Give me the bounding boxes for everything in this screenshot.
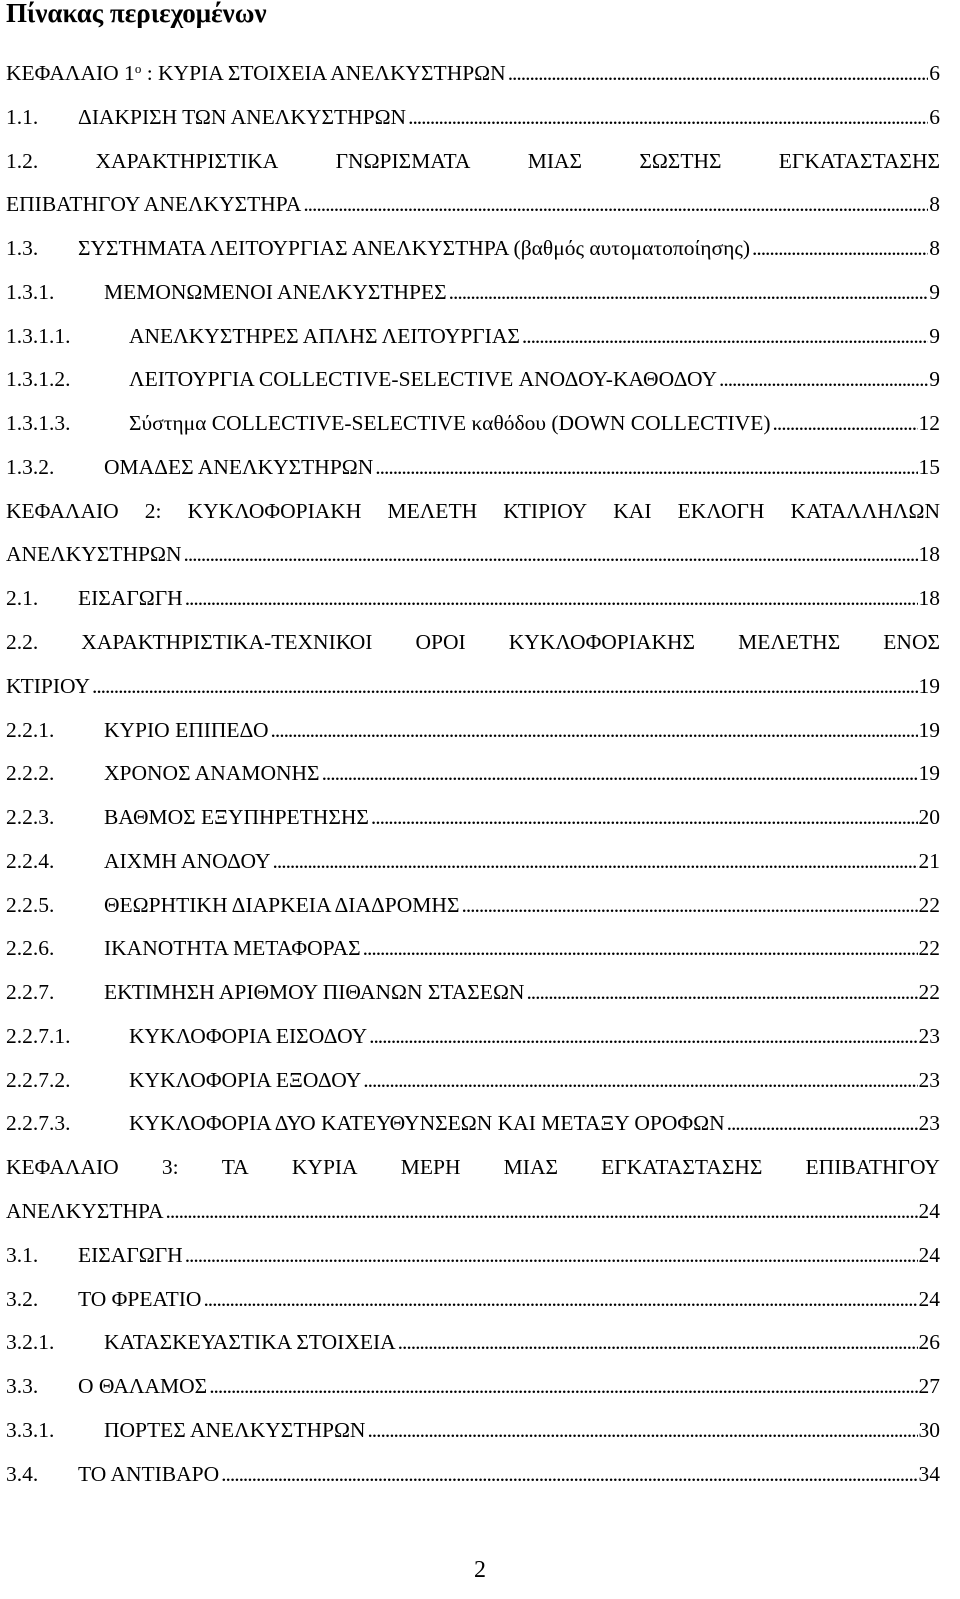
- toc-entry-text: ΤΟ ΦΡΕΑΤΙΟ: [78, 1286, 202, 1311]
- toc-entry-superscript: ο: [134, 61, 142, 76]
- toc-entry-page: 23: [918, 1108, 941, 1138]
- toc-entry-word: ΜΕΡΗ: [400, 1155, 461, 1180]
- toc-entry-page: 23: [918, 1065, 941, 1095]
- toc-entry[interactable]: [6, 146, 940, 234]
- toc-entry-number: 3.3.: [6, 1374, 39, 1399]
- toc-entry-heading: [6, 408, 773, 438]
- toc-entry-text: ΙΚΑΝΟΤΗΤΑ ΜΕΤΑΦΟΡΑΣ: [104, 936, 361, 961]
- toc-entry[interactable]: [6, 1240, 940, 1284]
- toc-entry-text: ΠΟΡΤΕΣ ΑΝΕΛΚΥΣΤΗΡΩΝ: [104, 1417, 366, 1442]
- toc-entry-number: 1.3.1.3.: [6, 411, 71, 436]
- toc-entry-text: Σύστημα COLLECTIVE-SELECTIVE καθόδου (DOWN COLLECTIVE): [129, 411, 771, 436]
- toc-entry-page: 8: [928, 189, 940, 219]
- dot-leader: [727, 1108, 918, 1138]
- toc-entry-number: 1.2.: [6, 148, 39, 173]
- toc-entry-word: ΜΕΛΕΤΗ: [387, 498, 478, 523]
- toc-entry-number: 2.2.6.: [6, 936, 55, 961]
- dot-leader: [375, 452, 917, 482]
- toc-entry-page: 9: [928, 277, 940, 307]
- toc-entry-heading: [6, 802, 371, 832]
- toc-entry[interactable]: [6, 715, 940, 759]
- toc-entry-text: ΕΚΤΙΜΗΣΗ ΑΡΙΘΜΟΥ ΠΙΘΑΝΩΝ ΣΤΑΣΕΩΝ: [104, 980, 525, 1005]
- toc-entry-word: ΕΝΟΣ: [883, 629, 940, 654]
- toc-entry-page: 21: [918, 846, 941, 876]
- table-of-contents: [6, 58, 940, 1502]
- toc-entry-page: 18: [918, 583, 941, 613]
- dot-leader: [719, 364, 928, 394]
- toc-entry-text: ΒΑΘΜΟΣ ΕΞΥΠΗΡΕΤΗΣΗΣ: [104, 805, 369, 830]
- toc-entry[interactable]: [6, 1327, 940, 1371]
- toc-entry-number: 3.2.1.: [6, 1330, 55, 1355]
- toc-entry-page: 9: [928, 321, 940, 351]
- toc-entry-text: ΚΥΡΙΟ ΕΠΙΠΕΔΟ: [104, 717, 269, 742]
- toc-entry[interactable]: [6, 277, 940, 321]
- toc-entry-heading: [6, 1327, 398, 1357]
- toc-entry-page: 30: [918, 1415, 941, 1445]
- dot-leader: [363, 1065, 917, 1095]
- toc-entry-number: 1.3.1.2.: [6, 367, 71, 392]
- toc-entry-text: ΣΥΣΤΗΜΑΤΑ ΛΕΙΤΟΥΡΓΙΑΣ ΑΝΕΛΚΥΣΤΗΡΑ (βαθμός αυτοματοποίησης): [78, 236, 750, 261]
- toc-entry-page: 12: [918, 408, 941, 438]
- dot-leader: [322, 758, 918, 788]
- toc-entry-text: Ο ΘΑΛΑΜΟΣ: [78, 1374, 208, 1399]
- toc-entry-heading: [6, 1108, 727, 1138]
- toc-entry[interactable]: [6, 496, 940, 584]
- toc-entry-number: 1.3.2.: [6, 454, 55, 479]
- dot-leader: [221, 1459, 917, 1489]
- dot-leader: [166, 1196, 918, 1226]
- toc-entry[interactable]: [6, 890, 940, 934]
- toc-entry-number: 2.2.1.: [6, 717, 55, 742]
- toc-entry-heading: [6, 1284, 203, 1314]
- toc-entry[interactable]: [6, 58, 940, 102]
- toc-entry-word: 3:: [161, 1155, 179, 1180]
- toc-entry[interactable]: [6, 758, 940, 802]
- toc-entry-word: ΕΚΛΟΓΗ: [677, 498, 765, 523]
- toc-entry-text: ΜΕΜΟΝΩΜΕΝΟΙ ΑΝΕΛΚΥΣΤΗΡΕΣ: [104, 279, 447, 304]
- toc-entry-heading: [6, 715, 271, 745]
- toc-entry-text: ΑΙΧΜΗ ΑΝΟΔΟΥ: [104, 848, 271, 873]
- toc-entry-text: ΚΥΚΛΟΦΟΡΙΑ ΕΙΣΟΔΟΥ: [129, 1023, 368, 1048]
- dot-leader: [408, 102, 928, 132]
- toc-entry[interactable]: [6, 102, 940, 146]
- toc-entry-page: 15: [918, 452, 941, 482]
- dot-leader: [271, 715, 918, 745]
- toc-entry-page: 26: [918, 1327, 941, 1357]
- toc-entry-number: 3.2.: [6, 1286, 39, 1311]
- toc-entry[interactable]: [6, 1415, 940, 1459]
- toc-entry-text: ΛΕΙΤΟΥΡΓΙΑ COLLECTIVE-SELECTIVE ΑΝΟΔΟΥ-ΚΑΘΟΔΟΥ: [129, 367, 717, 392]
- toc-entry-text: ΧΡΟΝΟΣ ΑΝΑΜΟΝΗΣ: [104, 761, 320, 786]
- toc-entry-heading: [6, 1459, 221, 1489]
- toc-entry-word: ΧΑΡΑΚΤΗΡΙΣΤΙΚΑ: [95, 148, 279, 173]
- toc-entry-page: 22: [918, 977, 941, 1007]
- dot-leader: [371, 802, 918, 832]
- toc-entry-word: ΧΑΡΑΚΤΗΡΙΣΤΙΚΑ-ΤΕΧΝΙΚΟΙ: [81, 629, 373, 654]
- toc-entry-heading: [6, 1371, 209, 1401]
- toc-entry[interactable]: [6, 933, 940, 977]
- dot-leader: [367, 1415, 917, 1445]
- toc-entry-heading: [6, 1021, 369, 1051]
- toc-entry-heading: [6, 890, 461, 920]
- toc-entry-word: ΓΝΩΡΙΣΜΑΤΑ: [335, 148, 471, 173]
- toc-entry-page: 24: [918, 1240, 941, 1270]
- toc-entry-word: ΕΓΚΑΤΑΣΤΑΣΗΣ: [601, 1155, 763, 1180]
- toc-entry[interactable]: [6, 321, 940, 365]
- toc-entry-number: 2.2.7.3.: [6, 1111, 71, 1136]
- toc-entry-word: ΚΑΤΑΛΛΗΛΩΝ: [790, 498, 940, 523]
- toc-entry-word: ΚΕΦΑΛΑΙΟ: [6, 1155, 119, 1180]
- dot-leader: [508, 58, 929, 88]
- toc-entry-heading: [6, 277, 449, 307]
- toc-entry-number: 2.2.: [6, 629, 39, 654]
- dot-leader: [461, 890, 917, 920]
- toc-entry-number: 2.2.7.1.: [6, 1023, 71, 1048]
- toc-entry[interactable]: [6, 802, 940, 846]
- toc-entry-number: 2.2.3.: [6, 805, 55, 830]
- toc-entry[interactable]: [6, 408, 940, 452]
- toc-entry-heading: [6, 846, 273, 876]
- toc-entry-text: ΕΙΣΑΓΩΓΗ: [78, 1242, 183, 1267]
- toc-entry-page: 27: [918, 1371, 941, 1401]
- dot-leader: [369, 1021, 917, 1051]
- toc-entry-number: 2.2.4.: [6, 848, 55, 873]
- toc-entry-word: ΚΕΦΑΛΑΙΟ: [6, 498, 119, 523]
- toc-entry[interactable]: [6, 1284, 940, 1328]
- toc-entry-page: 22: [918, 933, 941, 963]
- toc-entry-number: 1.3.1.: [6, 279, 55, 304]
- toc-entry-text: ΚΥΚΛΟΦΟΡΙΑ ΕΞΟΔΟΥ: [129, 1067, 362, 1092]
- toc-entry-word: ΕΓΚΑΤΑΣΤΑΣΗΣ: [778, 148, 940, 173]
- toc-entry-heading: [6, 364, 719, 394]
- toc-entry-page: 9: [928, 364, 940, 394]
- toc-entry-text-continued: ΕΠΙΒΑΤΗΓΟΥ ΑΝΕΛΚΥΣΤΗΡΑ: [6, 189, 303, 219]
- toc-title: Πίνακας περιεχομένων: [6, 0, 267, 28]
- toc-entry-page: 24: [918, 1196, 941, 1226]
- dot-leader: [773, 408, 918, 438]
- toc-entry-page: 6: [928, 58, 940, 88]
- toc-entry-text-continued: ΑΝΕΛΚΥΣΤΗΡΩΝ: [6, 539, 183, 569]
- toc-entry-text-continued: ΑΝΕΛΚΥΣΤΗΡΑ: [6, 1196, 166, 1226]
- toc-entry[interactable]: [6, 1371, 940, 1415]
- toc-entry-page: 19: [918, 715, 941, 745]
- toc-entry-text-rest: : ΚΥΡΙΑ ΣΤΟΙΧΕΙΑ ΑΝΕΛΚΥΣΤΗΡΩΝ: [141, 61, 506, 85]
- toc-entry-page: 34: [918, 1459, 941, 1489]
- toc-entry-number: 2.2.2.: [6, 761, 55, 786]
- toc-entry-heading: [6, 1240, 185, 1270]
- toc-entry-number: 1.3.1.1.: [6, 323, 71, 348]
- toc-entry-text: ΑΝΕΛΚΥΣΤΗΡΕΣ ΑΠΛΗΣ ΛΕΙΤΟΥΡΓΙΑΣ: [129, 323, 520, 348]
- dot-leader: [752, 233, 928, 263]
- toc-entry-word: ΜΕΛΕΤΗΣ: [738, 629, 841, 654]
- toc-entry-word: ΣΩΣΤΗΣ: [639, 148, 722, 173]
- toc-entry-heading: [6, 977, 526, 1007]
- toc-entry-page: 19: [918, 758, 941, 788]
- toc-entry-page: 19: [918, 671, 941, 701]
- toc-entry-number: 2.1.: [6, 586, 39, 611]
- toc-entry-page: 8: [928, 233, 940, 263]
- toc-entry-heading: [6, 583, 185, 613]
- toc-entry-heading: [6, 321, 522, 351]
- toc-entry-word: ΚΤΙΡΙΟΥ: [503, 498, 588, 523]
- toc-entry-text-continued: ΚΤΙΡΙΟΥ: [6, 671, 92, 701]
- toc-entry-number: 2.2.7.2.: [6, 1067, 71, 1092]
- toc-entry-word: ΚΥΚΛΟΦΟΡΙΑΚΗΣ: [508, 629, 696, 654]
- toc-entry-heading: [6, 1415, 367, 1445]
- toc-entry-heading: [6, 102, 408, 132]
- toc-entry-page: 18: [918, 539, 941, 569]
- toc-entry-word: ΜΙΑΣ: [527, 148, 583, 173]
- toc-entry-text: ΚΕΦΑΛΑΙΟ 1: [6, 61, 135, 85]
- dot-leader: [209, 1371, 917, 1401]
- toc-entry-text: ΟΜΑΔΕΣ ΑΝΕΛΚΥΣΤΗΡΩΝ: [104, 454, 374, 479]
- toc-entry[interactable]: [6, 846, 940, 890]
- toc-entry-number: 1.1.: [6, 104, 39, 129]
- dot-leader: [185, 1240, 918, 1270]
- dot-leader: [522, 321, 928, 351]
- toc-entry-heading: [6, 933, 363, 963]
- toc-entry[interactable]: [6, 1065, 940, 1109]
- dot-leader: [185, 583, 918, 613]
- toc-entry-number: 1.3.: [6, 236, 39, 261]
- toc-entry-page: 20: [918, 802, 941, 832]
- toc-entry-word: ΚΥΡΙΑ: [291, 1155, 358, 1180]
- dot-leader: [273, 846, 918, 876]
- toc-entry[interactable]: [6, 977, 940, 1021]
- toc-entry[interactable]: [6, 583, 940, 627]
- toc-entry[interactable]: [6, 452, 940, 496]
- toc-entry[interactable]: [6, 364, 940, 408]
- toc-entry-heading: [6, 1065, 363, 1095]
- toc-entry-text: ΤΟ ΑΝΤΙΒΑΡΟ: [78, 1461, 220, 1486]
- toc-entry-word: ΜΙΑΣ: [503, 1155, 558, 1180]
- toc-entry-page: 6: [928, 102, 940, 132]
- toc-entry-text: ΕΙΣΑΓΩΓΗ: [78, 586, 183, 611]
- toc-entry-number: 3.3.1.: [6, 1417, 55, 1442]
- toc-entry-text: ΚΑΤΑΣΚΕΥΑΣΤΙΚΑ ΣΤΟΙΧΕΙΑ: [104, 1330, 396, 1355]
- toc-entry[interactable]: [6, 1459, 940, 1503]
- toc-entry-text: ΚΥΚΛΟΦΟΡΙΑ ΔΥΟ ΚΑΤΕΥΘΥΝΣΕΩΝ ΚΑΙ ΜΕΤΑΞΥ ΟΡΟΦΩΝ: [129, 1111, 725, 1136]
- toc-entry-number: 2.2.7.: [6, 980, 55, 1005]
- toc-entry-text: ΘΕΩΡΗΤΙΚΗ ΔΙΑΡΚΕΙΑ ΔΙΑΔΡΟΜΗΣ: [104, 892, 460, 917]
- toc-entry-number: 2.2.5.: [6, 892, 55, 917]
- toc-entry-word: ΤΑ: [221, 1155, 249, 1180]
- toc-entry-word: ΟΡΟΙ: [415, 629, 466, 654]
- dot-leader: [303, 189, 928, 219]
- toc-entry-text: ΔΙΑΚΡΙΣΗ ΤΩΝ ΑΝΕΛΚΥΣΤΗΡΩΝ: [78, 104, 407, 129]
- toc-entry[interactable]: [6, 1021, 940, 1065]
- toc-entry-heading: [6, 233, 752, 263]
- toc-entry[interactable]: [6, 233, 940, 277]
- toc-entry-heading: [6, 58, 508, 88]
- toc-entry-page: 24: [918, 1284, 941, 1314]
- toc-entry-heading: [6, 452, 375, 482]
- dot-leader: [398, 1327, 918, 1357]
- toc-entry[interactable]: [6, 627, 940, 715]
- toc-entry-word: ΚΑΙ: [613, 498, 652, 523]
- dot-leader: [449, 277, 929, 307]
- toc-entry-page: 23: [918, 1021, 941, 1051]
- toc-entry-heading: [6, 758, 322, 788]
- toc-entry-word: ΕΠΙΒΑΤΗΓΟΥ: [805, 1155, 940, 1180]
- toc-entry-word: 2:: [144, 498, 162, 523]
- dot-leader: [203, 1284, 917, 1314]
- dot-leader: [92, 671, 918, 701]
- dot-leader: [363, 933, 918, 963]
- toc-entry-word: ΚΥΚΛΟΦΟΡΙΑΚΗ: [187, 498, 362, 523]
- dot-leader: [526, 977, 917, 1007]
- toc-entry-page: 22: [918, 890, 941, 920]
- dot-leader: [183, 539, 917, 569]
- toc-entry[interactable]: [6, 1108, 940, 1152]
- toc-entry[interactable]: [6, 1152, 940, 1240]
- toc-entry-number: 3.4.: [6, 1461, 39, 1486]
- toc-entry-number: 3.1.: [6, 1242, 39, 1267]
- page-number: 2: [474, 1557, 486, 1583]
